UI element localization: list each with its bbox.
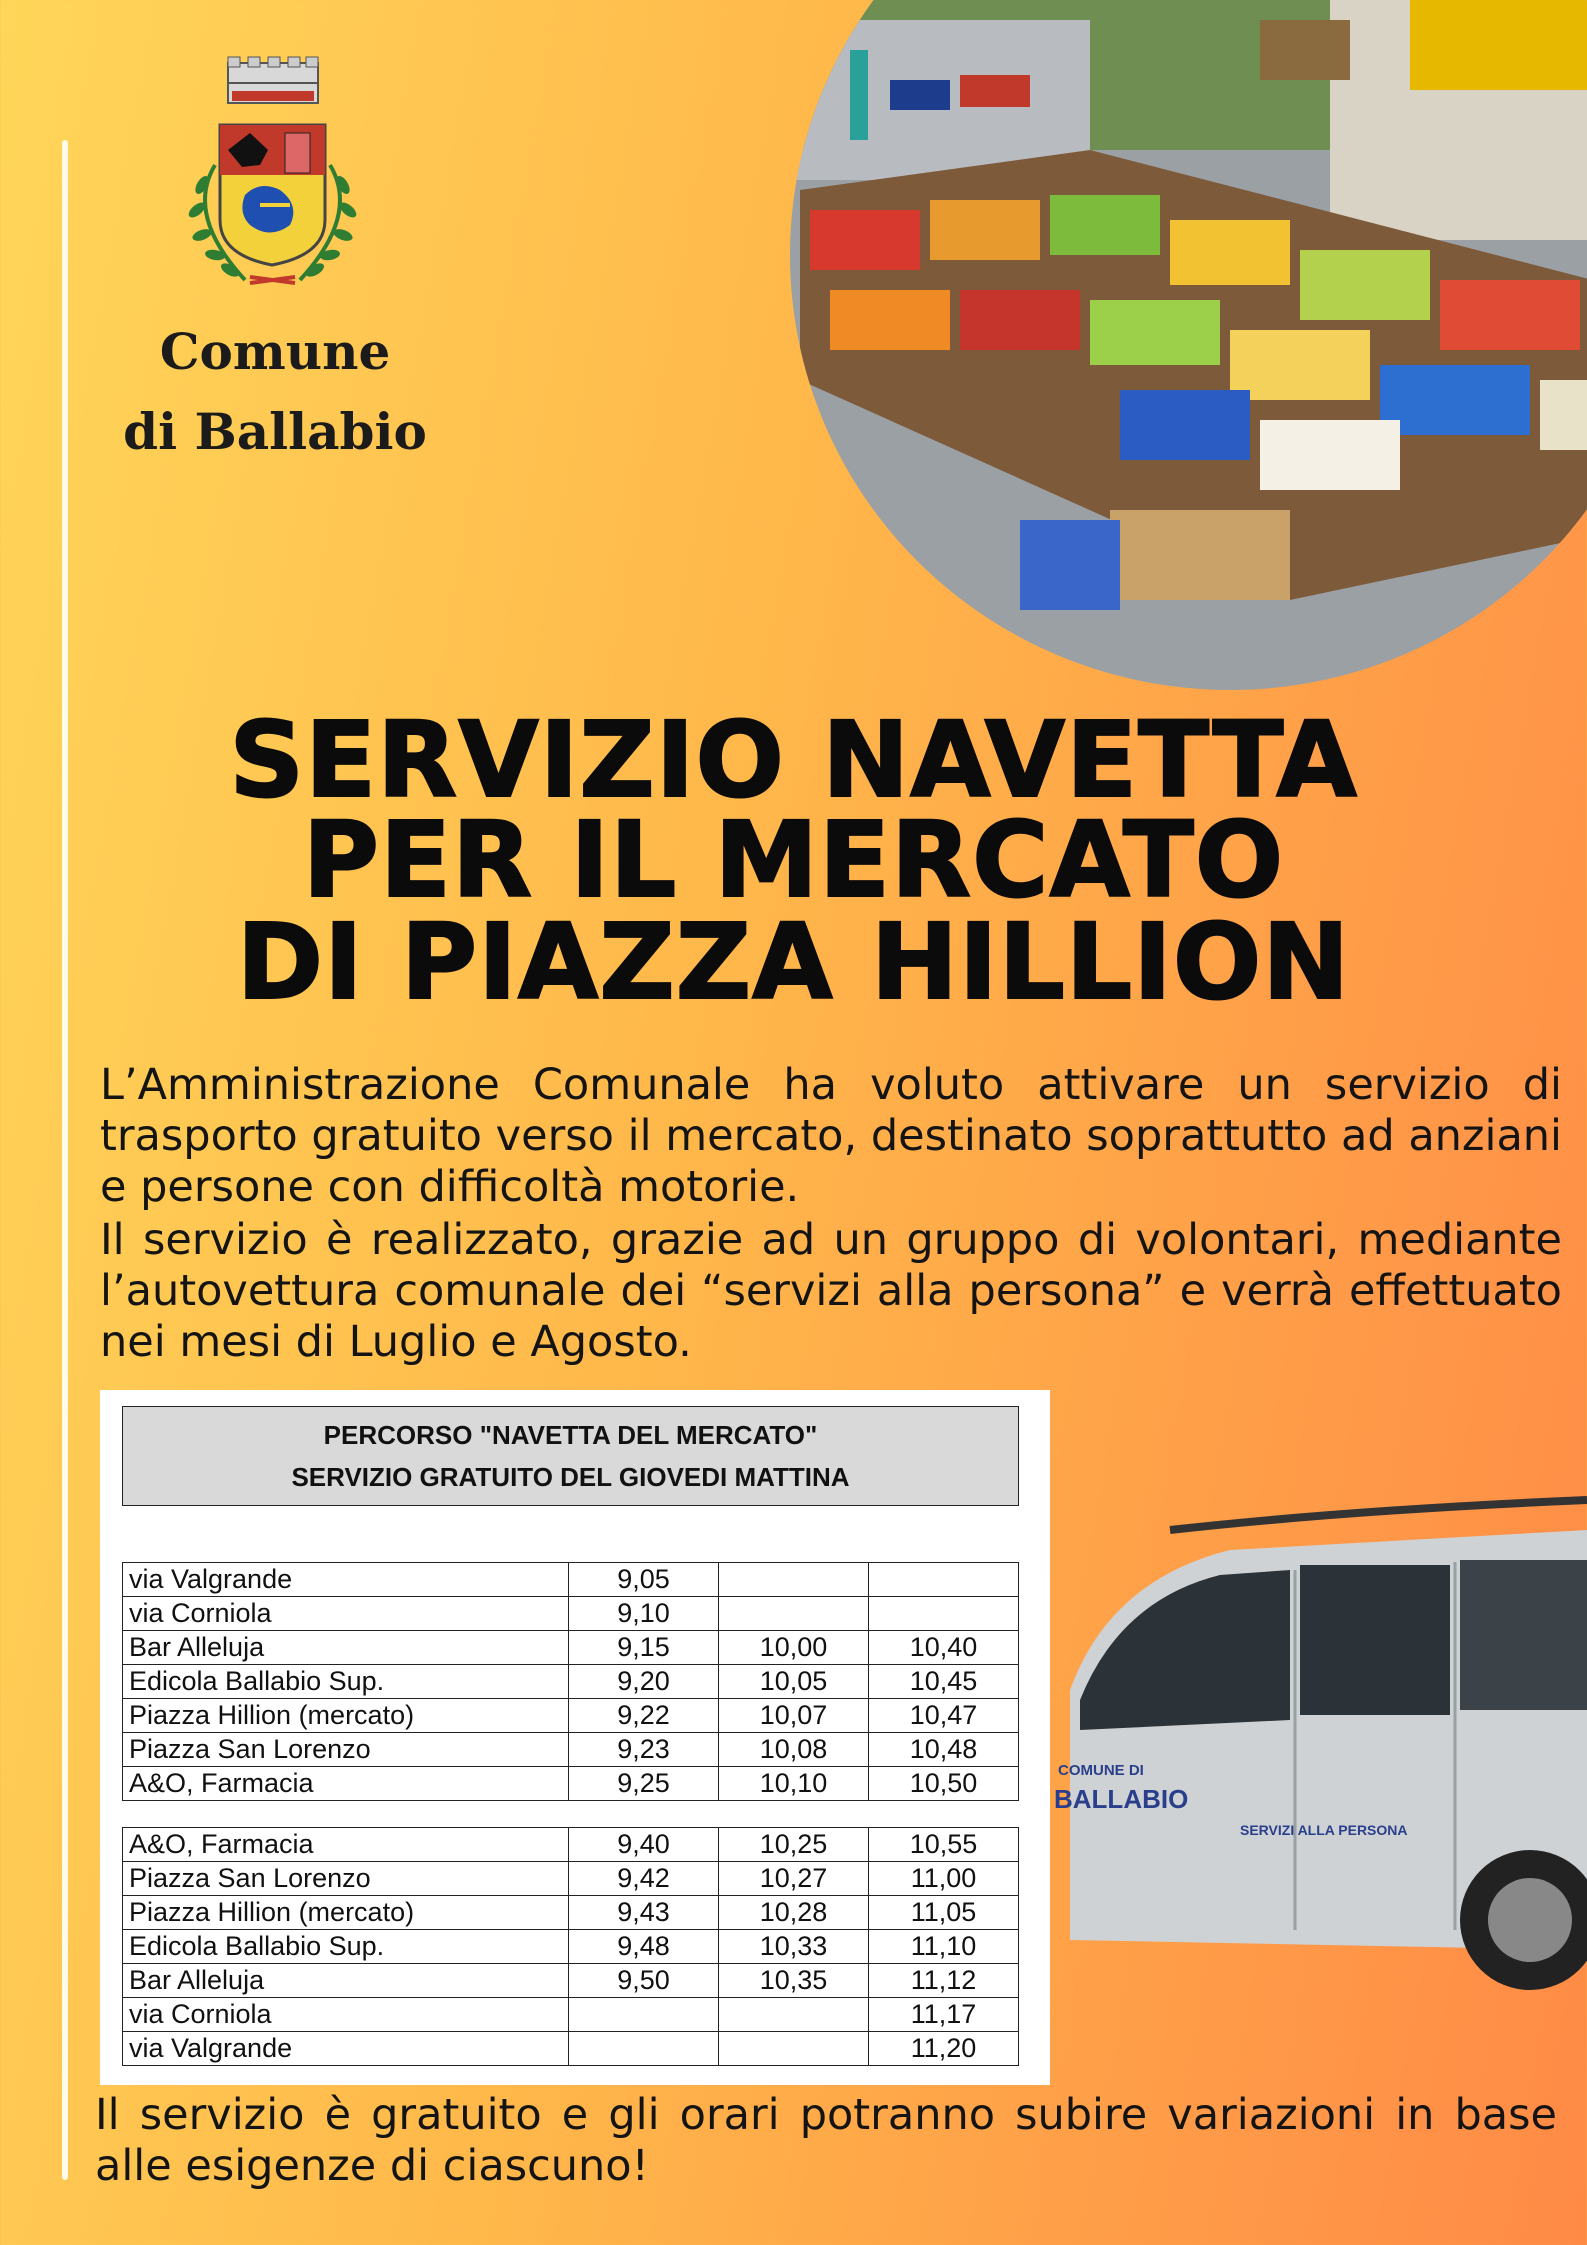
- time-run-1: 9,20: [569, 1665, 719, 1699]
- time-run-2: 10,27: [719, 1862, 869, 1896]
- time-run-2: 10,33: [719, 1930, 869, 1964]
- time-run-3: 10,55: [869, 1828, 1019, 1862]
- time-run-3: 11,10: [869, 1930, 1019, 1964]
- schedule-table: [122, 1406, 1019, 2066]
- mural-crown-icon: [228, 57, 318, 103]
- comune-label: Comune: [159, 322, 391, 381]
- page-title-line-2: PER IL MERCATO: [302, 799, 1285, 921]
- time-run-2: [719, 1563, 869, 1597]
- time-run-1: 9,10: [569, 1597, 719, 1631]
- schedule-row: [123, 1964, 1019, 1998]
- time-run-1: 9,43: [569, 1896, 719, 1930]
- stop-name: Edicola Ballabio Sup.: [123, 1930, 569, 1964]
- decorative-vertical-line: [62, 140, 68, 2180]
- stop-name: via Corniola: [123, 1998, 569, 2032]
- schedule-row: [123, 1998, 1019, 2032]
- schedule-table-header: [123, 1407, 1019, 1506]
- time-run-3: [869, 1563, 1019, 1597]
- time-run-1: 9,25: [569, 1767, 719, 1801]
- schedule-row: [123, 1631, 1019, 1665]
- schedule-row: [123, 1665, 1019, 1699]
- page-title-line-1: SERVIZIO NAVETTA: [229, 699, 1358, 821]
- blank-row: [123, 1506, 1019, 1563]
- time-run-2: [719, 1597, 869, 1631]
- separator-row: [123, 1801, 1019, 1828]
- time-run-1: 9,50: [569, 1964, 719, 1998]
- schedule-row: [123, 1828, 1019, 1862]
- van-door-text-1: COMUNE DI: [1058, 1762, 1144, 1779]
- schedule-row: [123, 1862, 1019, 1896]
- footer-note: Il servizio è gratuito e gli orari potranno subire variazioni in base alle esigenze di ciascuno!: [95, 2090, 1557, 2191]
- time-run-2: 10,00: [719, 1631, 869, 1665]
- return-rows: [123, 1828, 1019, 2066]
- schedule-table-card: [100, 1390, 1050, 2085]
- time-run-1: 9,05: [569, 1563, 719, 1597]
- stop-name: Piazza San Lorenzo: [123, 1733, 569, 1767]
- coat-of-arms-logo: [150, 55, 400, 325]
- stop-name: via Valgrande: [123, 2032, 569, 2066]
- stop-name: A&O, Farmacia: [123, 1767, 569, 1801]
- time-run-1: 9,15: [569, 1631, 719, 1665]
- time-run-3: 11,20: [869, 2032, 1019, 2066]
- intro-paragraph: L’Amministrazione Comunale ha voluto attivare un servizio di trasporto gratuito verso il mercato, destinato soprattutto ad anziani e persone con difficoltà motorie.: [100, 1060, 1562, 1212]
- schedule-title: PERCORSO "NAVETTA DEL MERCATO": [323, 1420, 818, 1450]
- details-paragraph: Il servizio è realizzato, grazie ad un gruppo di volontari, mediante l’autovettura comunale dei “servizi alla persona” e verrà effettuato nei mesi di Luglio e Agosto.: [100, 1215, 1562, 1367]
- time-run-1: [569, 2032, 719, 2066]
- time-run-2: 10,10: [719, 1767, 869, 1801]
- van-door-text-2: BALLABIO: [1054, 1784, 1189, 1814]
- schedule-row: [123, 2032, 1019, 2066]
- time-run-1: 9,42: [569, 1862, 719, 1896]
- van-door-text-3: SERVIZI ALLA PERSONA: [1240, 1822, 1408, 1838]
- schedule-row: [123, 1597, 1019, 1631]
- stop-name: Piazza Hillion (mercato): [123, 1699, 569, 1733]
- time-run-3: 10,50: [869, 1767, 1019, 1801]
- stop-name: Piazza San Lorenzo: [123, 1862, 569, 1896]
- time-run-1: 9,22: [569, 1699, 719, 1733]
- time-run-3: 10,48: [869, 1733, 1019, 1767]
- page-title-line-3: DI PIAZZA HILLION: [236, 901, 1351, 1023]
- time-run-3: 10,47: [869, 1699, 1019, 1733]
- schedule-row: [123, 1930, 1019, 1964]
- schedule-row: [123, 1699, 1019, 1733]
- time-run-2: 10,05: [719, 1665, 869, 1699]
- time-run-2: 10,08: [719, 1733, 869, 1767]
- time-run-3: 11,12: [869, 1964, 1019, 1998]
- time-run-2: [719, 1998, 869, 2032]
- time-run-2: 10,25: [719, 1828, 869, 1862]
- outbound-rows: [123, 1563, 1019, 1801]
- time-run-3: [869, 1597, 1019, 1631]
- municipal-van-photo: [1050, 1490, 1587, 1990]
- stop-name: via Corniola: [123, 1597, 569, 1631]
- market-stall-photo: [790, 0, 1587, 690]
- time-run-1: 9,48: [569, 1930, 719, 1964]
- schedule-row: [123, 1563, 1019, 1597]
- time-run-2: 10,28: [719, 1896, 869, 1930]
- stop-name: A&O, Farmacia: [123, 1828, 569, 1862]
- time-run-1: [569, 1998, 719, 2032]
- stop-name: Edicola Ballabio Sup.: [123, 1665, 569, 1699]
- time-run-2: 10,35: [719, 1964, 869, 1998]
- schedule-row: [123, 1733, 1019, 1767]
- schedule-row: [123, 1767, 1019, 1801]
- comune-name: di Ballabio: [123, 402, 427, 461]
- time-run-1: 9,23: [569, 1733, 719, 1767]
- time-run-3: 11,00: [869, 1862, 1019, 1896]
- time-run-3: 10,45: [869, 1665, 1019, 1699]
- time-run-2: 10,07: [719, 1699, 869, 1733]
- stop-name: via Valgrande: [123, 1563, 569, 1597]
- stop-name: Bar Alleluja: [123, 1631, 569, 1665]
- time-run-1: 9,40: [569, 1828, 719, 1862]
- stop-name: Bar Alleluja: [123, 1964, 569, 1998]
- time-run-3: 11,17: [869, 1998, 1019, 2032]
- schedule-row: [123, 1896, 1019, 1930]
- time-run-2: [719, 2032, 869, 2066]
- stop-name: Piazza Hillion (mercato): [123, 1896, 569, 1930]
- time-run-3: 10,40: [869, 1631, 1019, 1665]
- shield-icon: [220, 125, 325, 265]
- time-run-3: 11,05: [869, 1896, 1019, 1930]
- schedule-subtitle: SERVIZIO GRATUITO DEL GIOVEDI MATTINA: [291, 1462, 850, 1492]
